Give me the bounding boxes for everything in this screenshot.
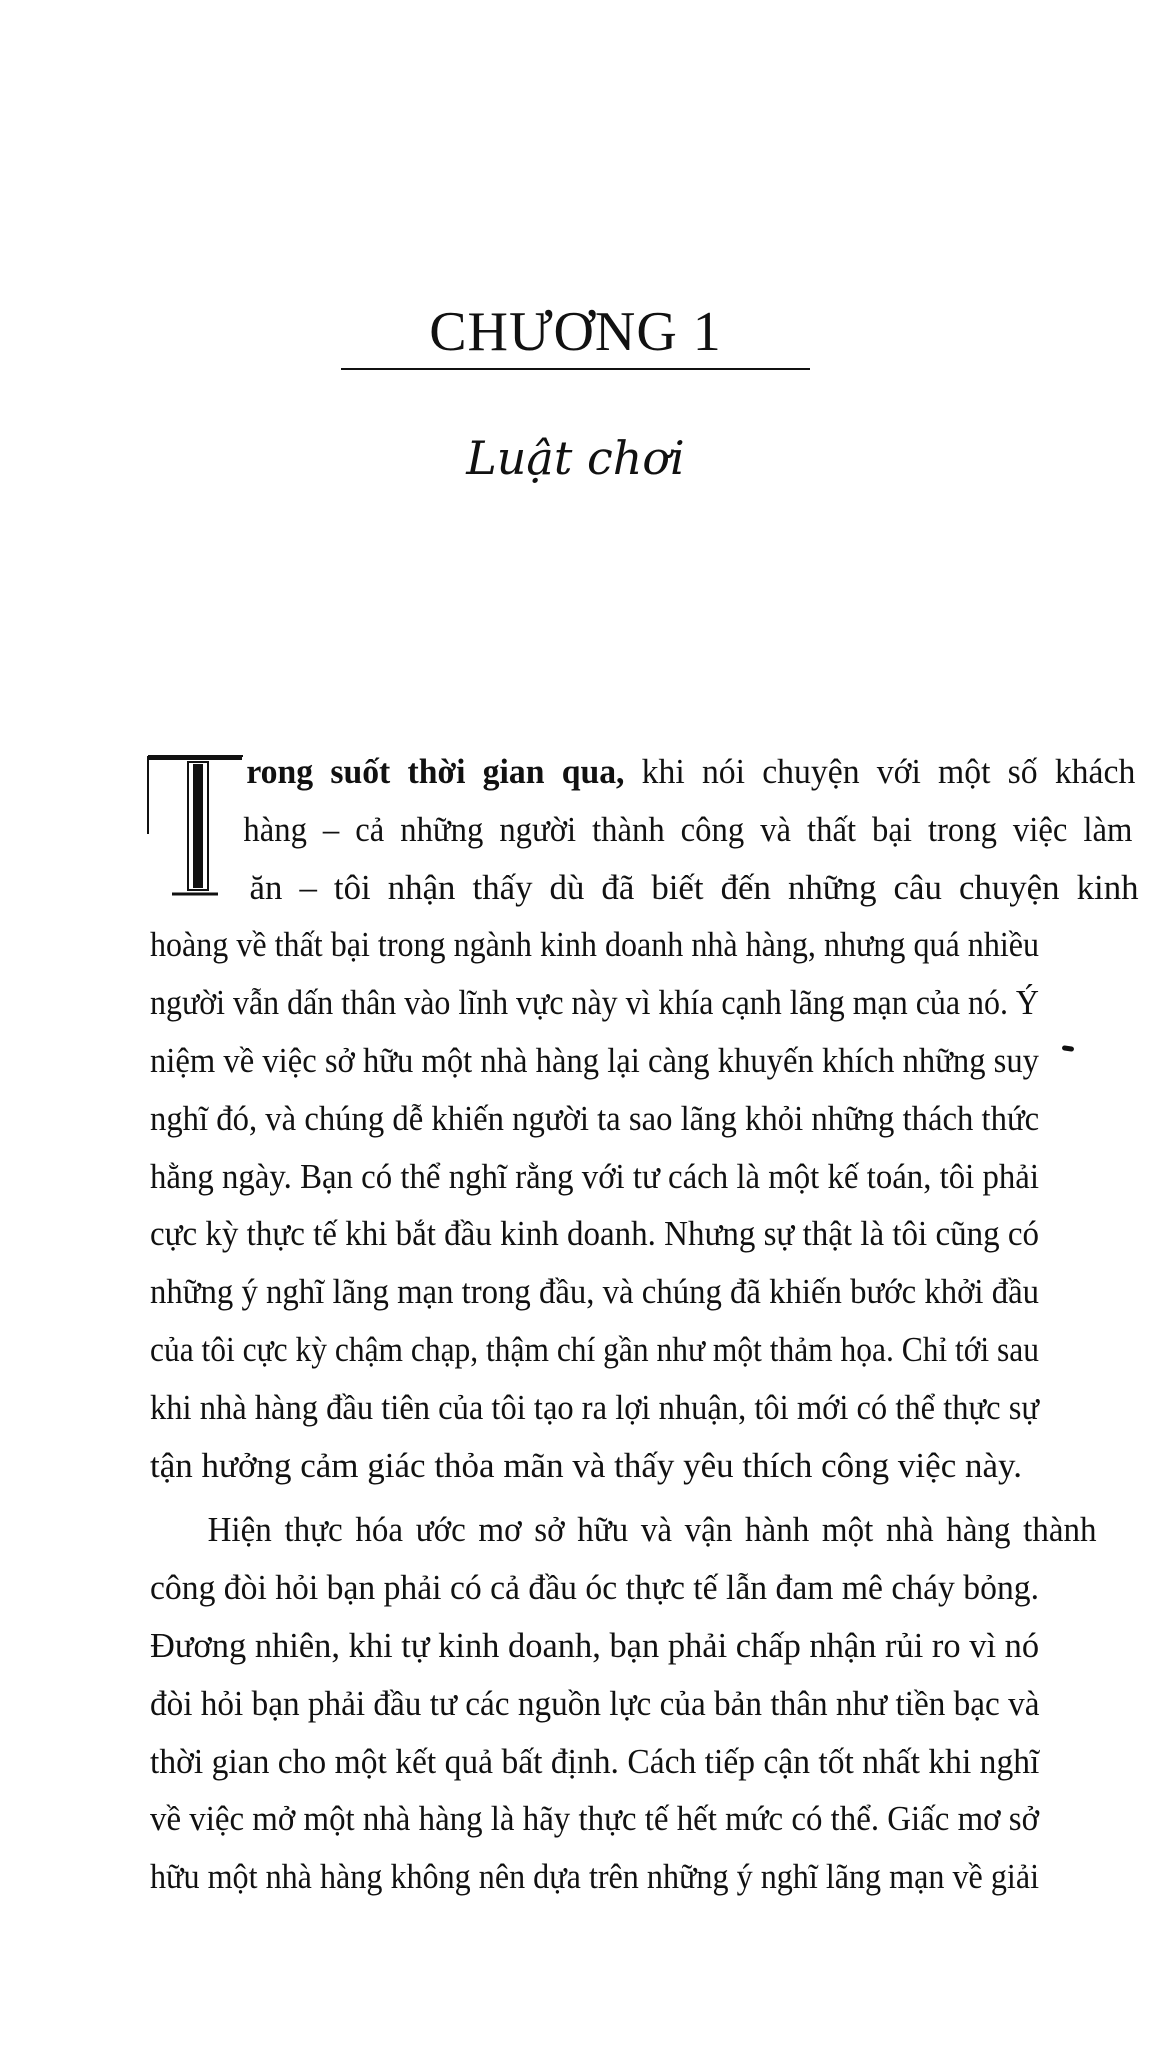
paragraph-2 (150, 1501, 1097, 1906)
text-line: hàng – cả những người thành công và thất bại trong việc làm (243, 809, 1133, 849)
lead-in-bold: rong suốt thời gian qua, (246, 752, 625, 791)
text-line: người vẫn dấn thân vào lĩnh vực này vì khía cạnh lãng mạn của nó. Ý (150, 983, 1039, 1023)
text-line: niệm về việc sở hữu một nhà hàng lại càng khuyến khích những suy (150, 1040, 1039, 1080)
text-line: cực kỳ thực tế khi bắt đầu kinh doanh. Nhưng sự thật là tôi cũng có (150, 1214, 1039, 1254)
chapter-subtitle: Luật chơi (466, 431, 685, 485)
text-line: đòi hỏi bạn phải đầu tư các nguồn lực của bản thân như tiền bạc và (150, 1683, 1040, 1723)
scan-mark (1062, 1045, 1075, 1052)
title-divider (341, 368, 810, 370)
text-line: của tôi cực kỳ chậm chạp, thậm chí gần như một thảm họa. Chỉ tới sau (150, 1329, 1039, 1369)
text-line: thời gian cho một kết quả bất định. Cách tiếp cận tốt nhất khi nghĩ (150, 1741, 1040, 1781)
text-line: Đương nhiên, khi tự kinh doanh, bạn phải chấp nhận rủi ro vì nó (150, 1625, 1040, 1665)
text-line: Hiện thực hóa ước mơ sở hữu và vận hành một nhà hàng thành (207, 1510, 1097, 1550)
text-line: hữu một nhà hàng không nên dựa trên những ý nghĩ lãng mạn về giải (150, 1857, 1039, 1897)
text-line: về việc mở một nhà hàng là hãy thực tế hết mức có thể. Giấc mơ sở (150, 1799, 1039, 1839)
text-line (150, 743, 1135, 801)
text-line: hoàng về thất bại trong ngành kinh doanh nhà hàng, nhưng quá nhiều (150, 925, 1039, 965)
chapter-title: CHƯƠNG 1 (429, 301, 722, 363)
paragraph-1 (150, 743, 1139, 1494)
text-line-rest: khi nói chuyện với một số khách (624, 752, 1136, 791)
body-text (150, 743, 1139, 1906)
text-line: khi nhà hàng đầu tiên của tôi tạo ra lợi nhuận, tôi mới có thể thực sự (150, 1387, 1039, 1427)
text-line: hằng ngày. Bạn có thể nghĩ rằng với tư cách là một kế toán, tôi phải (150, 1156, 1039, 1196)
text-line: nghĩ đó, và chúng dễ khiến người ta sao lãng khỏi những thách thức (150, 1098, 1040, 1138)
text-line: công đòi hỏi bạn phải có cả đầu óc thực tế lẫn đam mê cháy bỏng. (150, 1568, 1039, 1608)
text-line: tận hưởng cảm giác thỏa mãn và thấy yêu thích công việc này. (150, 1445, 1022, 1485)
text-line: ăn – tôi nhận thấy dù đã biết đến những câu chuyện kinh (249, 867, 1139, 907)
text-line: những ý nghĩ lãng mạn trong đầu, và chúng đã khiến bước khởi đầu (150, 1272, 1039, 1312)
